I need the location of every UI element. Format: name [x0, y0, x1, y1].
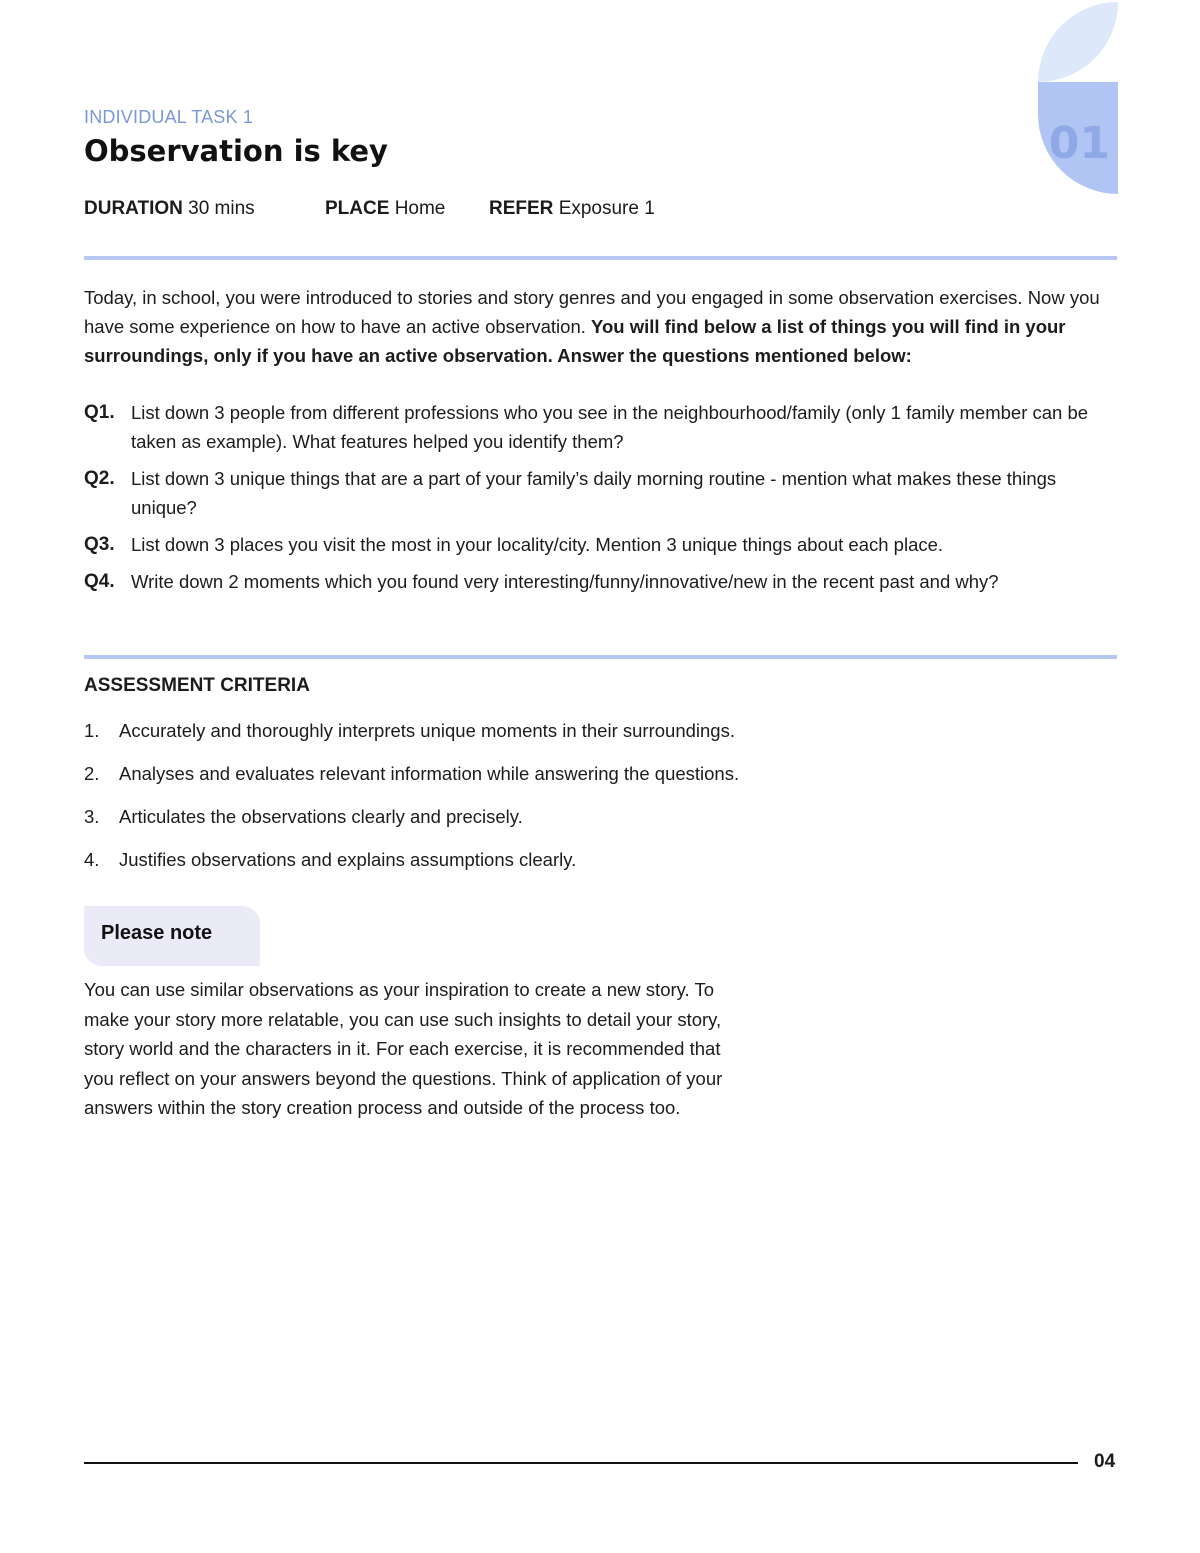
- criteria-number: 2.: [84, 763, 100, 784]
- refer-label: REFER: [489, 198, 554, 219]
- intro-text: Today, in school, you were introduced to stories and story genres and you engaged in some observation exercises. Now you have some experience on how to have an active observation.: [84, 287, 1100, 337]
- question-number: Q2.: [84, 468, 115, 489]
- criteria-item: [84, 802, 884, 845]
- meta-place: [325, 198, 445, 220]
- task-number: 01: [1048, 118, 1110, 169]
- assessment-list: [84, 716, 884, 888]
- question-text: List down 3 unique things that are a part of your family’s daily morning routine - mention what makes these things unique?: [131, 468, 1057, 518]
- criteria-text: Analyses and evaluates relevant information while answering the questions.: [119, 763, 740, 784]
- intro-bold-text: You will find below a list of things you will find in your surroundings, only if you have an active observation. Answer the questions mentioned below:: [84, 316, 1066, 366]
- criteria-number: 4.: [84, 849, 100, 870]
- question-number: Q3.: [84, 534, 115, 555]
- duration-value: 30 mins: [188, 198, 255, 219]
- criteria-item: [84, 716, 884, 759]
- divider-middle: [84, 655, 1117, 659]
- question-list: [84, 398, 1114, 604]
- intro-paragraph: [84, 283, 1114, 370]
- question-item: [84, 567, 1114, 596]
- question-text: List down 3 people from different professions who you see in the neighbourhood/family (only 1 family member can be taken as example). What features helped you identify them?: [131, 402, 1089, 452]
- criteria-text: Articulates the observations clearly and precisely.: [119, 806, 523, 827]
- criteria-number: 3.: [84, 806, 100, 827]
- page-number: 04: [1094, 1451, 1116, 1472]
- note-label-box: [84, 906, 260, 966]
- decorative-leaf-shape: [1038, 2, 1118, 82]
- meta-refer: [489, 198, 655, 220]
- question-number: Q4.: [84, 571, 115, 592]
- place-label: PLACE: [325, 198, 390, 219]
- criteria-item: [84, 759, 884, 802]
- criteria-item: [84, 845, 884, 888]
- note-label: Please note: [101, 922, 213, 944]
- assessment-heading: ASSESSMENT CRITERIA: [84, 675, 310, 696]
- meta-duration: [84, 198, 255, 220]
- question-item: [84, 530, 1114, 559]
- criteria-text: Justifies observations and explains assumptions clearly.: [119, 849, 577, 870]
- question-item: [84, 398, 1114, 456]
- duration-label: DURATION: [84, 198, 183, 219]
- page-title: Observation is key: [84, 134, 388, 168]
- divider-top: [84, 256, 1117, 260]
- question-number: Q1.: [84, 402, 115, 423]
- criteria-number: 1.: [84, 720, 100, 741]
- task-number-badge: [1038, 82, 1118, 194]
- criteria-text: Accurately and thoroughly interprets unique moments in their surroundings.: [119, 720, 735, 741]
- note-text: You can use similar observations as your inspiration to create a new story. To make your story more relatable, you can use such insights to detail your story, story world and the characters in it. For each exercise, it is recommended that you reflect on your answers beyond the questions. Think of application of your answers within the story creation process and outside of the process too.: [84, 979, 723, 1118]
- question-item: [84, 464, 1114, 522]
- refer-value: Exposure 1: [558, 198, 655, 219]
- question-text: Write down 2 moments which you found very interesting/funny/innovative/new in the recent past and why?: [131, 571, 999, 592]
- task-label: INDIVIDUAL TASK 1: [84, 107, 254, 127]
- question-text: List down 3 places you visit the most in your locality/city. Mention 3 unique things about each place.: [131, 534, 944, 555]
- place-value: Home: [394, 198, 446, 219]
- footer-divider: [84, 1462, 1078, 1464]
